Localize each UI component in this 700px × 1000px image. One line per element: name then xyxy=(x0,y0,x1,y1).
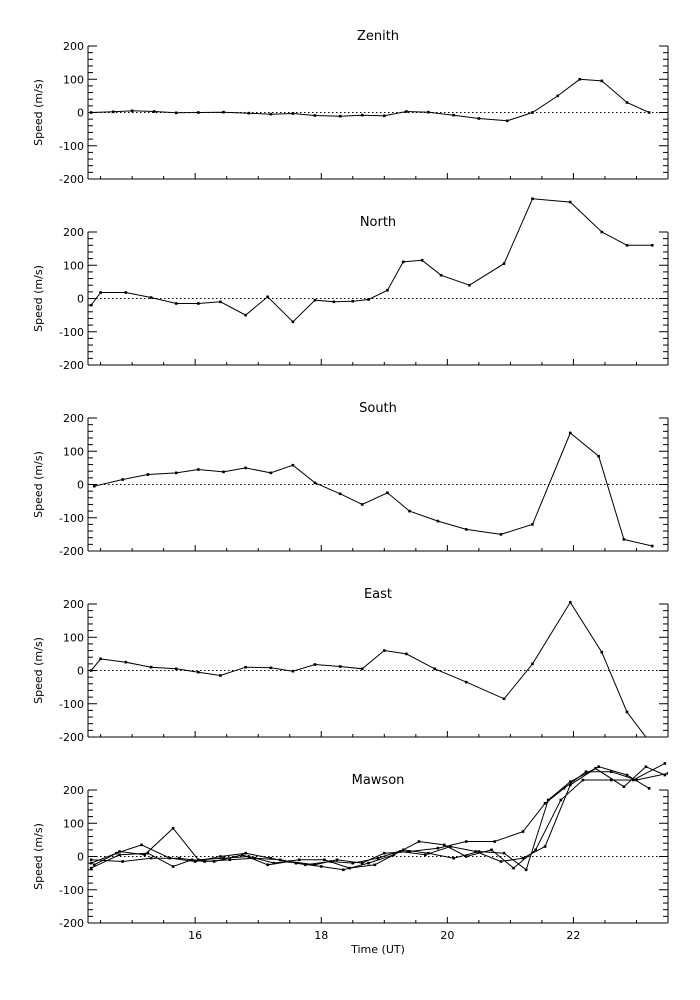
data-point xyxy=(367,298,370,301)
series-0 xyxy=(93,432,654,548)
data-point xyxy=(351,862,354,865)
data-point xyxy=(178,857,181,860)
data-point xyxy=(336,859,339,862)
data-point xyxy=(547,799,550,802)
data-point xyxy=(478,117,481,120)
data-point xyxy=(147,473,150,476)
data-point xyxy=(222,111,225,114)
series-line xyxy=(94,433,652,546)
data-point xyxy=(273,862,276,865)
data-point xyxy=(150,857,153,860)
data-point xyxy=(254,857,257,860)
data-point xyxy=(333,301,336,304)
data-point xyxy=(172,865,175,868)
data-point xyxy=(440,274,443,277)
y-axis-label: Speed (m/s) xyxy=(32,637,45,704)
data-point xyxy=(244,314,247,317)
data-point xyxy=(361,503,364,506)
data-point xyxy=(443,844,446,847)
data-point xyxy=(229,859,232,862)
data-point xyxy=(125,291,128,294)
data-point xyxy=(266,864,269,867)
panel-title: Zenith xyxy=(356,29,400,44)
data-point xyxy=(329,860,332,863)
data-point xyxy=(292,670,295,673)
series-0 xyxy=(90,78,651,122)
x-tick-label: 16 xyxy=(188,929,203,942)
data-point xyxy=(667,772,670,775)
data-point xyxy=(140,844,143,847)
y-tick-label: -100 xyxy=(59,883,84,897)
data-point xyxy=(266,296,269,299)
y-tick-label: 0 xyxy=(77,850,84,864)
y-tick-label: 0 xyxy=(77,292,84,306)
data-point xyxy=(405,110,408,113)
data-point xyxy=(361,114,364,117)
panel-mawson xyxy=(32,762,669,956)
data-point xyxy=(651,744,654,747)
series-line xyxy=(91,79,649,121)
data-point xyxy=(244,666,247,669)
y-tick-label: 0 xyxy=(77,664,84,678)
data-point xyxy=(569,201,572,204)
data-point xyxy=(279,859,282,862)
data-point xyxy=(601,231,604,234)
x-tick-label: 18 xyxy=(314,929,329,942)
data-point xyxy=(544,845,547,848)
data-point xyxy=(427,111,430,114)
data-point xyxy=(452,114,455,117)
panel-title: East xyxy=(363,587,393,602)
y-axis-label: Speed (m/s) xyxy=(32,79,45,146)
y-tick-label: -200 xyxy=(59,173,84,186)
data-point xyxy=(648,111,651,114)
data-point xyxy=(468,284,471,287)
data-point xyxy=(433,668,436,671)
data-point xyxy=(402,261,405,264)
data-point xyxy=(99,658,102,661)
data-point xyxy=(90,867,93,870)
data-point xyxy=(342,869,345,872)
chart-panels xyxy=(32,29,669,956)
data-point xyxy=(569,784,572,787)
data-point xyxy=(626,774,629,777)
data-point xyxy=(626,711,629,714)
y-tick-label: -100 xyxy=(59,697,84,711)
data-point xyxy=(222,471,225,474)
data-point xyxy=(651,545,654,548)
data-point xyxy=(531,523,534,526)
data-point xyxy=(118,850,121,853)
y-tick-label: -200 xyxy=(59,545,84,558)
data-point xyxy=(408,510,411,513)
data-point xyxy=(500,533,503,536)
data-point xyxy=(556,95,559,98)
data-point xyxy=(222,857,225,860)
data-point xyxy=(339,665,342,668)
data-point xyxy=(304,864,307,867)
data-point xyxy=(597,455,600,458)
data-point xyxy=(377,857,380,860)
data-point xyxy=(601,80,604,83)
data-point xyxy=(374,864,377,867)
y-tick-label: 0 xyxy=(77,478,84,492)
data-point xyxy=(270,113,273,116)
x-axis-label: Time (UT) xyxy=(351,943,405,956)
panel-south xyxy=(32,401,668,558)
data-point xyxy=(292,112,295,115)
data-point xyxy=(99,291,102,294)
data-point xyxy=(339,115,342,118)
data-point xyxy=(314,663,317,666)
data-point xyxy=(219,301,222,304)
data-point xyxy=(626,101,629,104)
data-point xyxy=(437,520,440,523)
data-point xyxy=(623,785,626,788)
data-point xyxy=(367,862,370,865)
data-point xyxy=(93,485,96,488)
data-point xyxy=(490,849,493,852)
data-point xyxy=(219,674,222,677)
data-point xyxy=(90,304,93,307)
data-point xyxy=(175,668,178,671)
panel-north xyxy=(32,197,668,372)
data-point xyxy=(626,244,629,247)
data-point xyxy=(645,765,648,768)
y-tick-label: 200 xyxy=(63,784,84,797)
data-point xyxy=(121,860,124,863)
data-point xyxy=(569,432,572,435)
data-point xyxy=(648,787,651,790)
data-point xyxy=(531,663,534,666)
data-point xyxy=(651,244,654,247)
data-point xyxy=(386,492,389,495)
data-point xyxy=(118,854,121,857)
data-point xyxy=(247,112,250,115)
data-point xyxy=(361,668,364,671)
data-point xyxy=(292,464,295,467)
data-point xyxy=(418,840,421,843)
data-point xyxy=(569,601,572,604)
data-point xyxy=(175,112,178,115)
data-point xyxy=(544,802,547,805)
data-point xyxy=(465,528,468,531)
panel-title: South xyxy=(359,401,397,416)
data-point xyxy=(522,830,525,833)
panel-title: North xyxy=(359,215,397,230)
y-tick-label: 100 xyxy=(63,817,84,831)
data-point xyxy=(578,78,581,81)
y-tick-label: 200 xyxy=(63,412,84,425)
data-point xyxy=(244,852,247,855)
data-point xyxy=(452,857,455,860)
y-tick-label: 100 xyxy=(63,73,84,87)
y-tick-label: 100 xyxy=(63,631,84,645)
data-point xyxy=(320,865,323,868)
data-point xyxy=(437,847,440,850)
data-point xyxy=(478,850,481,853)
data-point xyxy=(348,867,351,870)
data-point xyxy=(351,300,354,303)
data-point xyxy=(93,864,96,867)
data-point xyxy=(500,860,503,863)
x-tick-label: 20 xyxy=(440,929,455,942)
data-point xyxy=(424,854,427,857)
data-point xyxy=(383,649,386,652)
data-point xyxy=(197,111,200,114)
data-point xyxy=(383,115,386,118)
data-point xyxy=(525,869,528,872)
data-point xyxy=(153,110,156,113)
data-point xyxy=(131,110,134,113)
data-point xyxy=(506,120,509,123)
data-point xyxy=(383,852,386,855)
data-point xyxy=(493,840,496,843)
data-point xyxy=(143,854,146,857)
data-point xyxy=(601,651,604,654)
data-point xyxy=(465,840,468,843)
y-tick-label: -100 xyxy=(59,139,84,153)
series-0 xyxy=(90,601,654,747)
data-point xyxy=(197,671,200,674)
data-point xyxy=(623,538,626,541)
data-point xyxy=(298,859,301,862)
data-point xyxy=(90,111,93,114)
data-point xyxy=(323,859,326,862)
data-point xyxy=(197,302,200,305)
y-tick-label: 0 xyxy=(77,106,84,120)
series-line xyxy=(91,602,652,745)
data-point xyxy=(121,478,124,481)
data-point xyxy=(522,857,525,860)
data-point xyxy=(531,197,534,200)
data-point xyxy=(503,852,506,855)
data-point xyxy=(449,845,452,848)
data-point xyxy=(172,827,175,830)
data-point xyxy=(270,472,273,475)
data-point xyxy=(314,299,317,302)
data-point xyxy=(664,762,667,765)
data-point xyxy=(175,472,178,475)
data-point xyxy=(405,653,408,656)
data-point xyxy=(402,849,405,852)
y-tick-label: -200 xyxy=(59,731,84,744)
y-axis-label: Speed (m/s) xyxy=(32,265,45,332)
data-point xyxy=(90,862,93,865)
data-point xyxy=(569,780,572,783)
y-tick-label: 200 xyxy=(63,226,84,239)
data-point xyxy=(175,302,178,305)
y-tick-label: -100 xyxy=(59,325,84,339)
data-point xyxy=(125,661,128,664)
panel-east xyxy=(32,587,668,747)
data-point xyxy=(582,779,585,782)
data-point xyxy=(314,482,317,485)
y-tick-label: 200 xyxy=(63,598,84,611)
panel-title: Mawson xyxy=(351,773,405,788)
data-point xyxy=(244,467,247,470)
data-point xyxy=(386,289,389,292)
data-point xyxy=(427,852,430,855)
data-point xyxy=(90,669,93,672)
y-tick-label: 200 xyxy=(63,40,84,53)
data-point xyxy=(150,666,153,669)
y-axis-label: Speed (m/s) xyxy=(32,823,45,890)
data-point xyxy=(314,114,317,117)
data-point xyxy=(339,493,342,496)
data-point xyxy=(503,697,506,700)
data-point xyxy=(531,111,534,114)
y-tick-label: -200 xyxy=(59,917,84,930)
panel-zenith xyxy=(32,29,668,186)
data-point xyxy=(292,320,295,323)
y-tick-label: 100 xyxy=(63,259,84,273)
data-point xyxy=(247,855,250,858)
data-point xyxy=(503,262,506,265)
data-point xyxy=(664,774,667,777)
y-tick-label: -200 xyxy=(59,359,84,372)
x-tick-label: 22 xyxy=(566,929,581,942)
data-point xyxy=(112,111,115,114)
data-point xyxy=(197,468,200,471)
data-point xyxy=(465,681,468,684)
data-point xyxy=(270,667,273,670)
y-tick-label: 100 xyxy=(63,445,84,459)
y-tick-label: -100 xyxy=(59,511,84,525)
y-axis-label: Speed (m/s) xyxy=(32,451,45,518)
data-point xyxy=(203,860,206,863)
data-point xyxy=(421,259,424,262)
data-point xyxy=(512,867,515,870)
data-point xyxy=(597,765,600,768)
data-point xyxy=(150,296,153,299)
data-point xyxy=(560,799,563,802)
data-point xyxy=(90,859,93,862)
data-point xyxy=(219,855,222,858)
